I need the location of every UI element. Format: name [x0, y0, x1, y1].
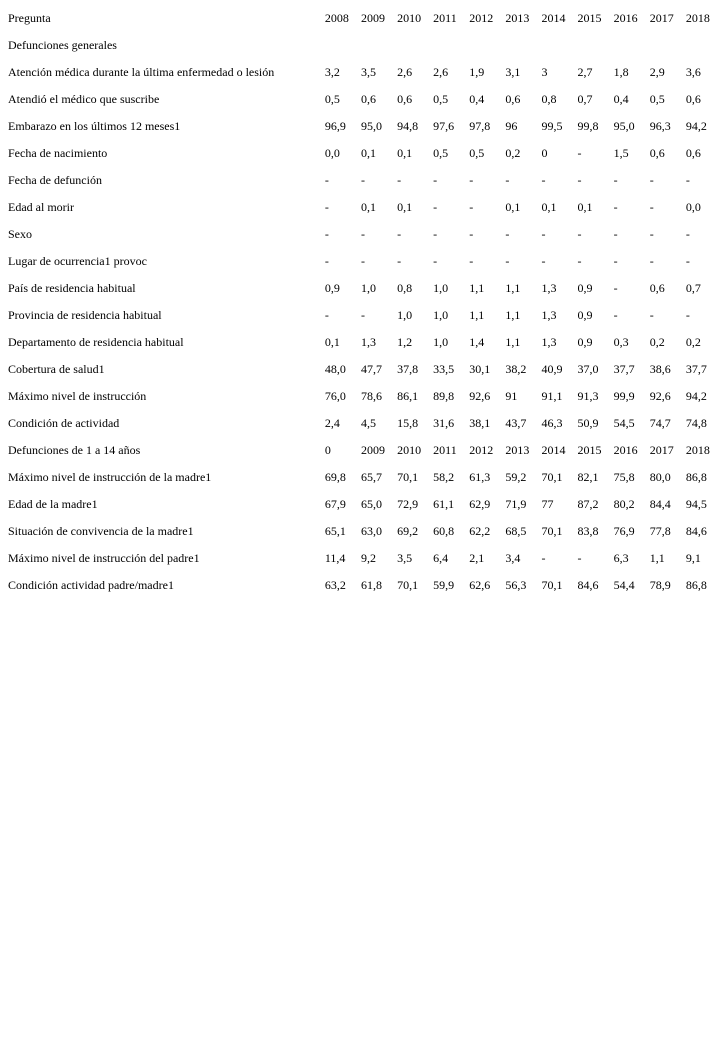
value-cell: 69,2 — [397, 524, 419, 538]
value-cell: 63,0 — [360, 524, 382, 538]
value-cell: 95,0 — [360, 119, 382, 133]
table-row — [4, 329, 718, 356]
row-label-cell: Fecha de defunción — [8, 173, 102, 187]
value-cell: - — [505, 254, 510, 268]
value-cell: 62,6 — [469, 578, 491, 592]
value-cell: 75,8 — [613, 470, 635, 484]
value-cell: 94,2 — [685, 119, 707, 133]
value-cell: 0,6 — [649, 281, 665, 295]
value-cell: 1,1 — [649, 551, 665, 565]
value-cell: - — [324, 173, 329, 187]
value-cell: 83,8 — [577, 524, 599, 538]
value-cell: - — [541, 551, 546, 565]
value-cell: 0,4 — [613, 92, 629, 106]
value-cell: - — [649, 173, 654, 187]
value-cell: 2014 — [541, 11, 566, 25]
value-cell: 61,8 — [360, 578, 382, 592]
value-cell: - — [324, 254, 329, 268]
value-cell: 91,1 — [541, 389, 563, 403]
value-cell: 2010 — [397, 11, 422, 25]
row-label-cell: Departamento de residencia habitual — [8, 335, 184, 349]
table-row — [4, 140, 718, 167]
value-cell: 1,4 — [469, 335, 485, 349]
value-cell: 77,8 — [649, 524, 671, 538]
value-cell: 0,5 — [433, 92, 449, 106]
value-cell: 1,1 — [469, 281, 485, 295]
value-cell: - — [397, 173, 402, 187]
row-label-cell: Lugar de ocurrencia1 provoc — [8, 254, 147, 268]
value-cell: 2012 — [469, 443, 494, 457]
value-cell: 2013 — [505, 11, 530, 25]
value-cell: - — [324, 308, 329, 322]
data-table — [4, 5, 718, 599]
table-row — [4, 572, 718, 599]
value-cell: 6,4 — [433, 551, 449, 565]
table-row — [4, 302, 718, 329]
value-cell: - — [541, 254, 546, 268]
value-cell: 43,7 — [505, 416, 527, 430]
value-cell: 97,8 — [469, 119, 491, 133]
value-cell: - — [433, 227, 438, 241]
value-cell: 0,5 — [649, 92, 665, 106]
value-cell: 47,7 — [360, 362, 382, 376]
value-cell: 0,5 — [433, 146, 449, 160]
value-cell: 0,6 — [360, 92, 376, 106]
value-cell: 1,0 — [433, 308, 449, 322]
value-cell: 99,9 — [613, 389, 635, 403]
value-cell: 1,1 — [469, 308, 485, 322]
value-cell: 1,3 — [360, 335, 376, 349]
value-cell: 70,1 — [541, 470, 563, 484]
value-cell: - — [469, 173, 474, 187]
value-cell: 91,3 — [577, 389, 599, 403]
value-cell: - — [433, 254, 438, 268]
value-cell: 94,5 — [685, 497, 707, 511]
value-cell: 0,9 — [577, 308, 593, 322]
value-cell: 2013 — [505, 443, 530, 457]
value-cell: - — [505, 227, 510, 241]
value-cell: 87,2 — [577, 497, 599, 511]
value-cell: 78,9 — [649, 578, 671, 592]
value-cell: 1,5 — [613, 146, 629, 160]
table-body — [4, 5, 718, 599]
value-cell: 96,9 — [324, 119, 346, 133]
value-cell: 2,6 — [397, 65, 413, 79]
value-cell: 94,2 — [685, 389, 707, 403]
value-cell: - — [613, 308, 618, 322]
row-label-cell: Atención médica durante la última enfermedad o lesión — [8, 65, 275, 79]
value-cell: - — [577, 227, 582, 241]
value-cell: 2018 — [685, 443, 710, 457]
value-cell — [429, 32, 465, 59]
value-cell: 2015 — [577, 11, 602, 25]
value-cell: 97,6 — [433, 119, 455, 133]
row-label-cell: País de residencia habitual — [8, 281, 136, 295]
value-cell: 65,7 — [360, 470, 382, 484]
value-cell: 84,6 — [685, 524, 707, 538]
value-cell: 2,7 — [577, 65, 593, 79]
value-cell: 2014 — [541, 443, 566, 457]
value-cell: 1,3 — [541, 308, 557, 322]
row-label-cell: Edad de la madre1 — [8, 497, 98, 511]
value-cell: 9,2 — [360, 551, 376, 565]
table-row — [4, 194, 718, 221]
value-cell: 2016 — [613, 11, 638, 25]
value-cell: 0,8 — [397, 281, 413, 295]
value-cell — [321, 32, 357, 59]
row-label-cell: Atendió el médico que suscribe — [8, 92, 160, 106]
value-cell: 1,0 — [397, 308, 413, 322]
value-cell: 76,0 — [324, 389, 346, 403]
value-cell: - — [613, 173, 618, 187]
table-header-row — [4, 5, 718, 32]
table-row — [4, 167, 718, 194]
row-label-cell: Máximo nivel de instrucción — [8, 389, 147, 403]
value-cell: 0,1 — [360, 200, 376, 214]
value-cell: 1,3 — [541, 281, 557, 295]
value-cell: 65,1 — [324, 524, 346, 538]
value-cell: 0,0 — [324, 146, 340, 160]
value-cell: 0,4 — [469, 92, 485, 106]
table-row — [4, 113, 718, 140]
value-cell: 38,6 — [649, 362, 671, 376]
value-cell: 0,1 — [397, 146, 413, 160]
table-row — [4, 248, 718, 275]
table-row — [4, 221, 718, 248]
value-cell: 3,5 — [397, 551, 413, 565]
table-row — [4, 32, 718, 59]
value-cell: 1,1 — [505, 281, 521, 295]
value-cell: - — [360, 227, 365, 241]
value-cell: - — [613, 254, 618, 268]
value-cell: 91 — [505, 389, 518, 403]
value-cell: 0,6 — [685, 92, 701, 106]
value-cell: 2008 — [324, 11, 349, 25]
value-cell — [357, 32, 393, 59]
value-cell: - — [433, 173, 438, 187]
value-cell: 2017 — [649, 443, 674, 457]
value-cell: 89,8 — [433, 389, 455, 403]
row-label-cell: Máximo nivel de instrucción de la madre1 — [8, 470, 212, 484]
value-cell: 69,8 — [324, 470, 346, 484]
row-label-cell: Sexo — [8, 227, 32, 241]
value-cell: 46,3 — [541, 416, 563, 430]
value-cell: 74,8 — [685, 416, 707, 430]
value-cell: 1,1 — [505, 308, 521, 322]
value-cell: 63,2 — [324, 578, 346, 592]
value-cell: 54,5 — [613, 416, 635, 430]
value-cell: 1,8 — [613, 65, 629, 79]
value-cell: 70,1 — [397, 578, 419, 592]
value-cell — [646, 32, 682, 59]
value-cell: 58,2 — [433, 470, 455, 484]
value-cell: 86,8 — [685, 578, 707, 592]
value-cell: 62,9 — [469, 497, 491, 511]
row-label-cell: Defunciones de 1 a 14 años — [8, 443, 141, 457]
value-cell: 0,3 — [613, 335, 629, 349]
table-row — [4, 491, 718, 518]
value-cell: 0,1 — [577, 200, 593, 214]
value-cell: 1,9 — [469, 65, 485, 79]
value-cell: 37,0 — [577, 362, 599, 376]
value-cell: 80,2 — [613, 497, 635, 511]
value-cell: - — [685, 227, 690, 241]
value-cell: 76,9 — [613, 524, 635, 538]
value-cell: - — [649, 254, 654, 268]
row-label-cell: Condición de actividad — [8, 416, 120, 430]
value-cell: 38,2 — [505, 362, 527, 376]
value-cell: 0,7 — [685, 281, 701, 295]
value-cell: - — [685, 308, 690, 322]
value-cell: 0,1 — [505, 200, 521, 214]
value-cell — [682, 32, 718, 59]
row-label-cell: Defunciones generales — [8, 38, 117, 52]
value-cell: 77 — [541, 497, 554, 511]
value-cell: - — [469, 227, 474, 241]
table-row — [4, 383, 718, 410]
value-cell: - — [613, 227, 618, 241]
row-label-cell: Embarazo en los últimos 12 meses1 — [8, 119, 181, 133]
table-row — [4, 545, 718, 572]
value-cell: 2015 — [577, 443, 602, 457]
value-cell: 86,1 — [397, 389, 419, 403]
value-cell: 2017 — [649, 11, 674, 25]
value-cell: 82,1 — [577, 470, 599, 484]
value-cell — [610, 32, 646, 59]
table-row — [4, 518, 718, 545]
value-cell: 9,1 — [685, 551, 701, 565]
value-cell: - — [324, 200, 329, 214]
value-cell: 2018 — [685, 11, 710, 25]
value-cell: 96 — [505, 119, 518, 133]
value-cell: 33,5 — [433, 362, 455, 376]
value-cell: 61,3 — [469, 470, 491, 484]
value-cell: 3,2 — [324, 65, 340, 79]
value-cell: 0,5 — [469, 146, 485, 160]
value-cell: 1,0 — [433, 335, 449, 349]
value-cell: - — [360, 308, 365, 322]
value-cell: 37,8 — [397, 362, 419, 376]
value-cell: 70,1 — [541, 578, 563, 592]
value-cell: 0,2 — [505, 146, 521, 160]
value-cell: 37,7 — [613, 362, 635, 376]
value-cell: - — [397, 227, 402, 241]
value-cell: - — [577, 551, 582, 565]
value-cell: 0,7 — [577, 92, 593, 106]
value-cell: - — [577, 254, 582, 268]
table-row — [4, 464, 718, 491]
value-cell: 6,3 — [613, 551, 629, 565]
value-cell: 84,4 — [649, 497, 671, 511]
value-cell: 60,8 — [433, 524, 455, 538]
value-cell: 0 — [541, 146, 548, 160]
value-cell: - — [541, 227, 546, 241]
value-cell: 2009 — [360, 443, 385, 457]
value-cell: - — [397, 254, 402, 268]
value-cell: 99,8 — [577, 119, 599, 133]
value-cell: 2011 — [433, 443, 457, 457]
value-cell: - — [541, 173, 546, 187]
value-cell: 15,8 — [397, 416, 419, 430]
value-cell: 80,0 — [649, 470, 671, 484]
row-label-cell: Máximo nivel de instrucción del padre1 — [8, 551, 200, 565]
value-cell: 0,9 — [577, 335, 593, 349]
value-cell: 59,9 — [433, 578, 455, 592]
row-label-cell: Fecha de nacimiento — [8, 146, 108, 160]
table-row — [4, 59, 718, 86]
value-cell: 74,7 — [649, 416, 671, 430]
value-cell: - — [469, 254, 474, 268]
value-cell: 37,7 — [685, 362, 707, 376]
value-cell: - — [360, 254, 365, 268]
value-cell: 2010 — [397, 443, 422, 457]
row-label-cell: Cobertura de salud1 — [8, 362, 105, 376]
value-cell: 0,8 — [541, 92, 557, 106]
value-cell: 61,1 — [433, 497, 455, 511]
value-cell: 0,1 — [324, 335, 340, 349]
value-cell: - — [324, 227, 329, 241]
row-label-cell: Situación de convivencia de la madre1 — [8, 524, 194, 538]
value-cell — [393, 32, 429, 59]
value-cell: 3,1 — [505, 65, 521, 79]
value-cell: 2016 — [613, 443, 638, 457]
value-cell: 1,2 — [397, 335, 413, 349]
value-cell: - — [649, 227, 654, 241]
value-cell: 68,5 — [505, 524, 527, 538]
value-cell: 3,6 — [685, 65, 701, 79]
value-cell: 0,0 — [685, 200, 701, 214]
value-cell: 92,6 — [469, 389, 491, 403]
value-cell: 3,4 — [505, 551, 521, 565]
value-cell: - — [577, 173, 582, 187]
value-cell: 50,9 — [577, 416, 599, 430]
value-cell: - — [649, 200, 654, 214]
value-cell: 78,6 — [360, 389, 382, 403]
value-cell: 62,2 — [469, 524, 491, 538]
value-cell: 65,0 — [360, 497, 382, 511]
value-cell: 2012 — [469, 11, 494, 25]
value-cell: 0,9 — [577, 281, 593, 295]
value-cell: 0,1 — [360, 146, 376, 160]
value-cell: 0,9 — [324, 281, 340, 295]
value-cell: - — [360, 173, 365, 187]
value-cell: 0,1 — [397, 200, 413, 214]
value-cell: 2,1 — [469, 551, 485, 565]
value-cell: 96,3 — [649, 119, 671, 133]
value-cell: 1,3 — [541, 335, 557, 349]
value-cell: 70,1 — [541, 524, 563, 538]
value-cell: 59,2 — [505, 470, 527, 484]
value-cell: 30,1 — [469, 362, 491, 376]
value-cell: 0,6 — [505, 92, 521, 106]
value-cell: 86,8 — [685, 470, 707, 484]
value-cell: - — [685, 254, 690, 268]
table-row — [4, 437, 718, 464]
value-cell: 40,9 — [541, 362, 563, 376]
value-cell — [537, 32, 573, 59]
value-cell: 0,2 — [685, 335, 701, 349]
value-cell: 95,0 — [613, 119, 635, 133]
value-cell: 54,4 — [613, 578, 635, 592]
value-cell: 94,8 — [397, 119, 419, 133]
value-cell: - — [613, 200, 618, 214]
value-cell: 0,6 — [649, 146, 665, 160]
value-cell: 31,6 — [433, 416, 455, 430]
value-cell: - — [433, 200, 438, 214]
value-cell: 1,1 — [505, 335, 521, 349]
value-cell: 3 — [541, 65, 548, 79]
value-cell: 2011 — [433, 11, 457, 25]
value-cell: 2,4 — [324, 416, 340, 430]
value-cell: 0,1 — [541, 200, 557, 214]
value-cell: 1,0 — [360, 281, 376, 295]
value-cell: 84,6 — [577, 578, 599, 592]
value-cell: 0,6 — [397, 92, 413, 106]
value-cell: 38,1 — [469, 416, 491, 430]
value-cell: 71,9 — [505, 497, 527, 511]
value-cell: 2,6 — [433, 65, 449, 79]
row-label-cell: Condición actividad padre/madre1 — [8, 578, 174, 592]
value-cell: 70,1 — [397, 470, 419, 484]
row-label-cell: Edad al morir — [8, 200, 74, 214]
value-cell: 92,6 — [649, 389, 671, 403]
table-row — [4, 275, 718, 302]
value-cell: 0 — [324, 443, 331, 457]
value-cell: 48,0 — [324, 362, 346, 376]
value-cell: 99,5 — [541, 119, 563, 133]
value-cell: 3,5 — [360, 65, 376, 79]
value-cell: - — [469, 200, 474, 214]
value-cell: - — [577, 146, 582, 160]
row-label-cell: Provincia de residencia habitual — [8, 308, 162, 322]
value-cell: - — [613, 281, 618, 295]
value-cell: - — [649, 308, 654, 322]
value-cell: 56,3 — [505, 578, 527, 592]
row-label-cell: Pregunta — [8, 11, 51, 25]
value-cell: 72,9 — [397, 497, 419, 511]
value-cell: 1,0 — [433, 281, 449, 295]
value-cell: 2,9 — [649, 65, 665, 79]
value-cell: 11,4 — [324, 551, 346, 565]
value-cell — [574, 32, 610, 59]
value-cell: - — [505, 173, 510, 187]
value-cell: 2009 — [360, 11, 385, 25]
value-cell: - — [685, 173, 690, 187]
table-row — [4, 410, 718, 437]
value-cell: 0,5 — [324, 92, 340, 106]
table-row — [4, 356, 718, 383]
table-row — [4, 86, 718, 113]
value-cell: 4,5 — [360, 416, 376, 430]
value-cell — [465, 32, 501, 59]
value-cell: 0,6 — [685, 146, 701, 160]
value-cell: 0,2 — [649, 335, 665, 349]
value-cell: 67,9 — [324, 497, 346, 511]
value-cell — [501, 32, 537, 59]
